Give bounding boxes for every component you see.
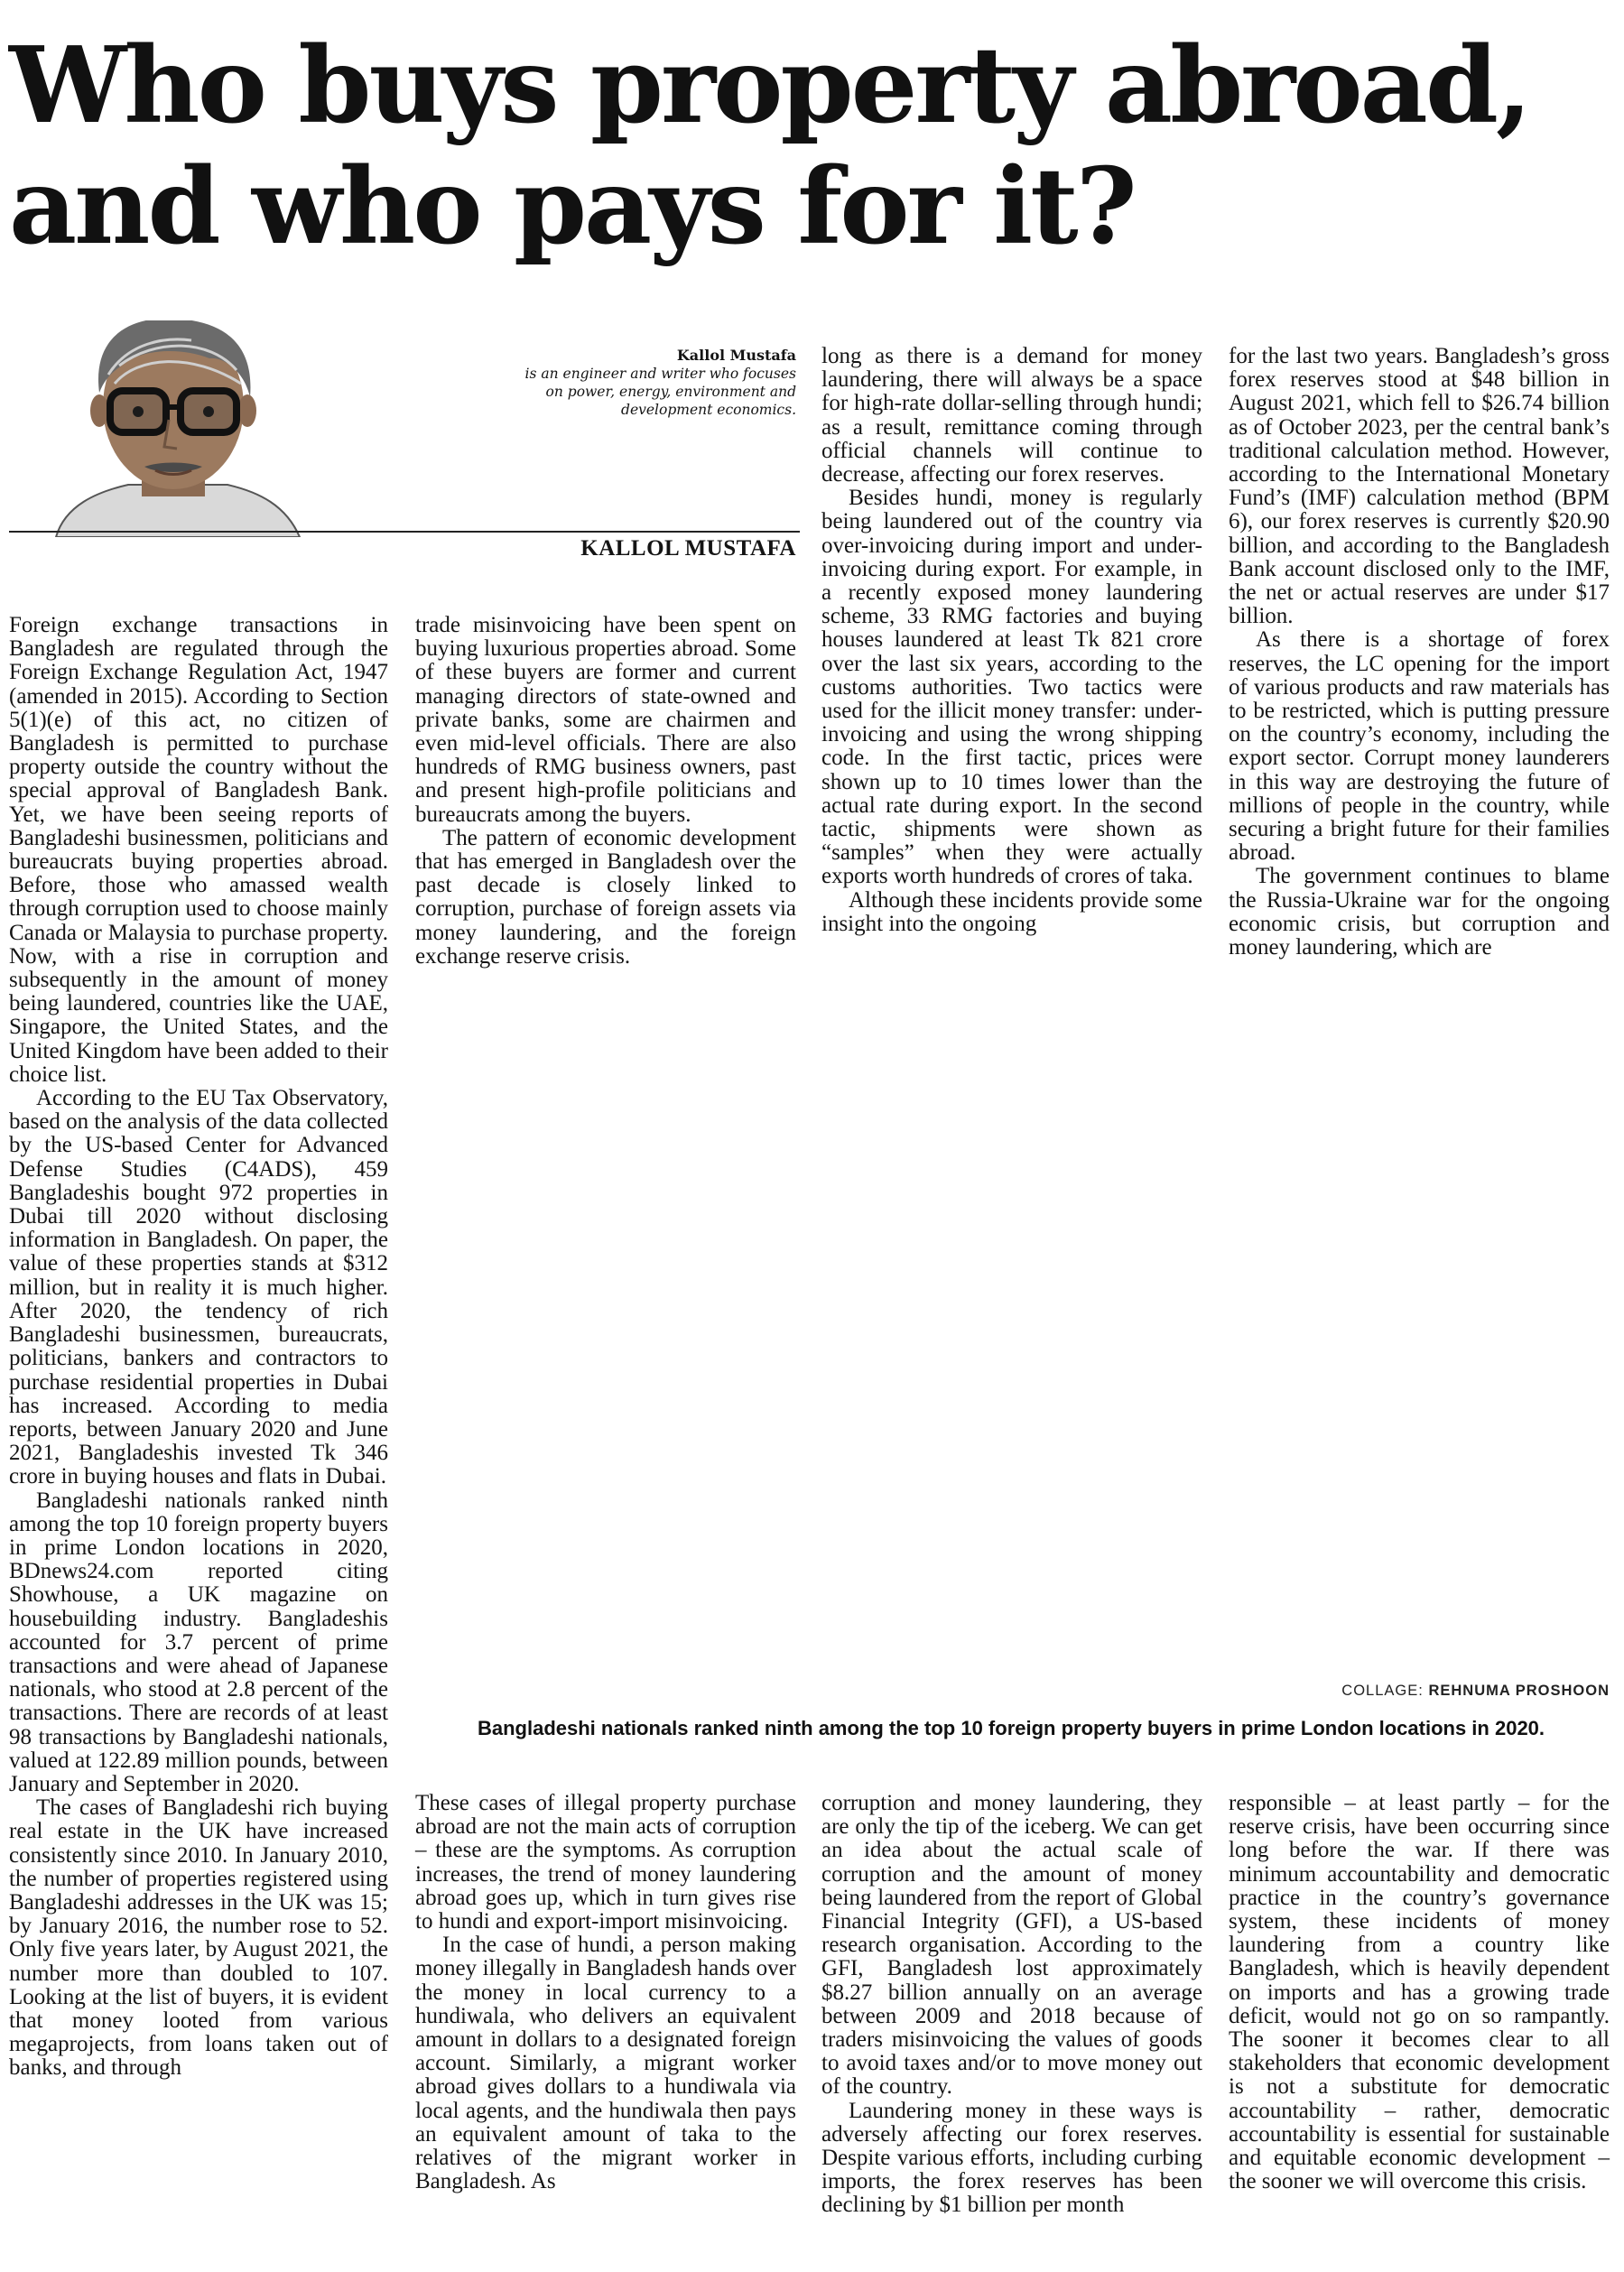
collage-figure <box>413 1013 1617 1654</box>
paragraph: The government continues to blame the Russia-Ukraine war for the ongoing economic crisis, but corruption and money laundering, which are <box>1229 864 1610 960</box>
paragraph: long as there is a demand for money laundering, there will always be a space for high-rate dollar-selling through hundi; as a result, remittance coming through official channels will continue to decrease, affecting our forex reserves. <box>821 344 1202 487</box>
paragraph: In the case of hundi, a person making money illegally in Bangladesh hands over the money in local currency to a hundiwala, who delivers an equivalent amount in dollars to a designated foreign account. Similarly, a migrant worker abroad gives dollars to a hundiwala via local agents, and the hundiwala then pays an equivalent amount of taka to the relatives of the migrant worker in Bangladesh. As <box>415 1933 796 2194</box>
paragraph: Besides hundi, money is regularly being laundered out of the country via over-invoicing during import and under-invoicing during export. For example, in a recently exposed money laundering scheme, 33 RMG factories and buying houses laundered at least Tk 821 crore over the last six years, according to the customs authorities. Two tactics were used for the illicit money transfer: under-invoicing and using the wrong shipping code. In the first tactic, prices were shown up to 10 times lower than the actual rate during export. In the second tactic, shipments were shown as “samples” when they were actually exports worth hundreds of crores of taka. <box>821 486 1202 889</box>
photo-credit-label: COLLAGE: <box>1341 1683 1424 1699</box>
byline-divider <box>9 531 800 533</box>
paragraph: Bangladeshi nationals ranked ninth among the top 10 foreign property buyers in prime London locations in 2020, BDnews24.com reported citing Showhouse, a UK magazine on housebuilding industry. Bangladeshis accounted for 3.7 percent of prime transactions and were ahead of Japanese nationals, who stood at 2.8 percent of the transactions. There are records of at least 98 transactions by Bangladeshi nationals, valued at 122.89 million pounds, between January and September in 2020. <box>9 1488 388 1796</box>
column-3-top <box>821 345 1202 936</box>
figure-caption: Bangladeshi nationals ranked ninth among the top 10 foreign property buyers in prime London locations in 2020. <box>477 1717 1545 1739</box>
photo-credit-name: REHNUMA PROSHOON <box>1428 1683 1610 1699</box>
paragraph: responsible – at least partly – for the reserve crisis, have been occurring since long before the war. If there was minimum accountability and democratic practice in the country’s governance system, these incidents of money laundering from a country like Bangladesh, which is heavily dependent on imports and has a growing trade deficit, would not go on so rampantly. The sooner it becomes clear to all stakeholders that economic development is not a substitute for democratic accountability – rather, democratic accountability is essential for sustainable and equitable economic development – the sooner we will overcome this crisis. <box>1229 1791 1610 2194</box>
photo-credit <box>1341 1683 1610 1700</box>
paragraph: According to the EU Tax Observatory, based on the analysis of the data collected by the US-based Center for Advanced Defense Studies (C4ADS), 459 Bangladeshis bought 972 properties in Dubai till 2020 without disclosing information in Bangladesh. On paper, the value of these properties stands at $312 million, but in reality it is much higher. After 2020, the tendency of rich Bangladeshi businessmen, bureaucrats, politicians, bankers and contractors to purchase residential properties in Dubai has increased. According to media reports, between January 2020 and June 2021, Bangladeshis invested Tk 346 crore in buying houses and flats in Dubai. <box>9 1086 388 1489</box>
paragraph: Foreign exchange transactions in Bangladesh are regulated through the Foreign Exchange Regulation Act, 1947 (amended in 2015). According to Section 5(1)(e) of this act, no citizen of Bangladesh is permitted to purchase property outside the country without the special approval of Bangladesh Bank. Yet, we have been seeing reports of Bangladeshi businessmen, politicians and bureaucrats buying properties abroad. Before, those who amassed wealth through corruption used to choose mainly Canada or Malaysia to purchase property. Now, with a rise in corruption and subsequently in the amount of money being laundered, countries like the UAE, Singapore, the United States, and the United Kingdom have been added to their choice list. <box>9 613 388 1087</box>
author-portrait-drawing <box>29 320 318 537</box>
paragraph: trade misinvoicing have been spent on buying luxurious properties abroad. Some of these buyers are former and current managing directors of state-owned and private banks, some are chairmen and even mid-level officials. There are also hundreds of RMG business owners, past and present high-profile politicians and bureaucrats among the buyers. <box>415 613 796 827</box>
column-4-bottom <box>1229 1792 1610 2193</box>
paragraph: corruption and money laundering, they are only the tip of the iceberg. We can get an idea about the actual scale of corruption and the amount of money being laundered from the report of Global Financial Integrity (GFI), a US-based research organisation. According to the GFI, Bangladesh lost approximately $8.27 billion annually on an average between 2009 and 2018 because of traders misinvoicing the values of goods to avoid taxes and/or to move money out of the country. <box>821 1791 1202 2100</box>
headline: Who buys property abroad, and who pays for it? <box>9 24 1530 268</box>
column-2-top <box>415 614 796 969</box>
author-name: Kallol Mustafa <box>676 347 796 364</box>
paragraph: The cases of Bangladeshi rich buying real estate in the UK have increased consistently since 2010. In January 2010, the number of properties registered using Bangladeshi addresses in the UK was 15; by January 2016, the number rose to 52. Only five years later, by August 2021, the number more than doubled to 107. Looking at the list of buyers, it is evident that money looted from various megaprojects, from loans taken out of banks, and through <box>9 1795 388 2081</box>
column-4-top <box>1229 345 1610 960</box>
column-2-bottom <box>415 1792 796 2193</box>
author-description: is an engineer and writer who focuses on power, energy, environment and development economics. <box>524 366 796 418</box>
paragraph: The pattern of economic development that has emerged in Bangladesh over the past decade is closely linked to corruption, purchase of foreign assets via money laundering, and the foreign exchange reserve crisis. <box>415 825 796 969</box>
column-3-bottom <box>821 1792 1202 2218</box>
paragraph: As there is a shortage of forex reserves, the LC opening for the import of various products and raw materials has to be restricted, which is putting pressure on the country’s economy, including the export sector. Corrupt money launderers in this way are destroying the future of millions of people in the country, while securing a bright future for their families abroad. <box>1229 627 1610 866</box>
byline: KALLOL MUSTAFA <box>580 536 796 561</box>
column-1 <box>9 614 388 2081</box>
paragraph: for the last two years. Bangladesh’s gross forex reserves stood at $48 billion in August 2021, which fell to $26.74 billion as of October 2023, per the central bank’s traditional calculation method. However, according to the International Monetary Fund’s (IMF) calculation method (BPM 6), our forex reserves is currently $20.90 billion, and according to the Bangladesh Bank account disclosed only to the IMF, the net or actual reserves are under $17 billion. <box>1229 344 1610 629</box>
author-bio <box>506 347 796 419</box>
author-portrait <box>29 320 318 537</box>
paragraph: These cases of illegal property purchase abroad are not the main acts of corruption – these are the symptoms. As corruption increases, the trend of money laundering abroad goes up, which in turn gives rise to hundi and export-import misinvoicing. <box>415 1791 796 1934</box>
paragraph: Although these incidents provide some insight into the ongoing <box>821 887 1202 936</box>
paragraph: Laundering money in these ways is adversely affecting our forex reserves. Despite various efforts, including curbing imports, the forex reserves has been declining by $1 billion per month <box>821 2098 1202 2218</box>
